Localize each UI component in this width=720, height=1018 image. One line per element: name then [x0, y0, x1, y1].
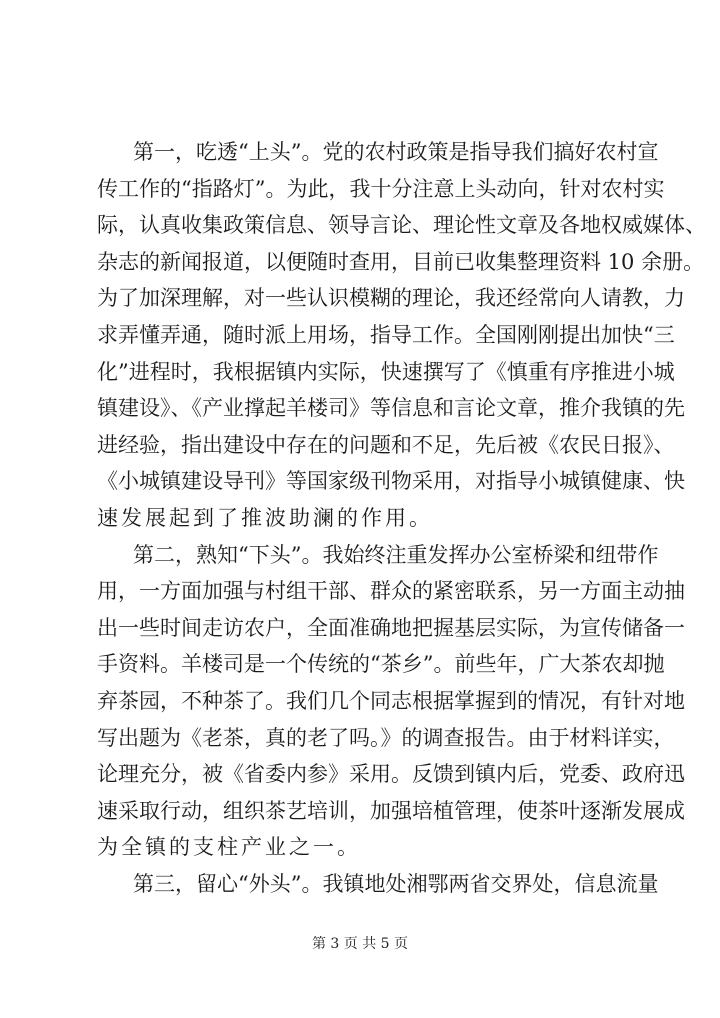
text-line: 《小城镇建设导刊》等国家级刊物采用，对指导小城镇健康、快	[97, 469, 685, 494]
text-line: 为全镇的支柱产业之一。	[97, 835, 361, 860]
text-line: 第三，留心“外头”。我镇地处湘鄂两省交界处，信息流量	[133, 871, 659, 896]
text-line: 求弄懂弄通，随时派上用场，指导工作。全国刚刚提出加快“三	[97, 322, 675, 347]
text-line: 进经验，指出建设中存在的问题和不足，先后被《农民日报》、	[97, 432, 675, 457]
text-line: 用，一方面加强与村组干部、群众的紧密联系，另一方面主动抽	[97, 579, 685, 604]
text-line: 为了加深理解，对一些认识模糊的理论，我还经常向人请教，力	[97, 286, 685, 311]
page-number: 第 3 页 共 5 页	[311, 936, 409, 952]
document-body	[97, 134, 706, 902]
text-line: 第二，熟知“下头”。我始终注重发挥办公室桥梁和纽带作	[133, 542, 659, 567]
text-line: 杂志的新闻报道，以便随时查用，目前已收集整理资料 10 余册。	[97, 249, 705, 274]
text-line: 论理充分，被《省委内参》采用。反馈到镇内后，党委、政府迅	[97, 762, 685, 787]
text-line: 第一，吃透“上头”。党的农村政策是指导我们搞好农村宣	[133, 140, 659, 164]
text-line: 速发展起到了推波助澜的作用。	[97, 505, 433, 530]
text-line: 弃茶园，不种茶了。我们几个同志根据掌握到的情况，有针对地	[97, 688, 685, 713]
text-line: 出一些时间走访农户，全面准确地把握基层实际，为宣传储备一	[97, 615, 685, 640]
text-line: 镇建设》、《产业撑起羊楼司》等信息和言论文章，推介我镇的先	[97, 396, 685, 421]
paragraph	[97, 866, 659, 903]
text-line: 化”进程时，我根据镇内实际，快速撰写了《慎重有序推进小城	[97, 359, 675, 384]
text-line: 际，认真收集政策信息、领导言论、理论性文章及各地权威媒体、	[97, 213, 706, 238]
paragraph	[97, 537, 685, 866]
text-line: 速采取行动，组织茶艺培训，加强培植管理，使茶叶逐渐发展成	[97, 798, 685, 823]
text-line: 写出题为《老茶，真的老了吗。》的调查报告。由于材料详实，	[97, 725, 675, 750]
text-line: 传工作的“指路灯”。为此，我十分注意上头动向，针对农村实	[97, 176, 665, 201]
paragraph	[97, 134, 706, 537]
text-line: 手资料。羊楼司是一个传统的“茶乡”。前些年，广大茶农却抛	[97, 652, 665, 677]
